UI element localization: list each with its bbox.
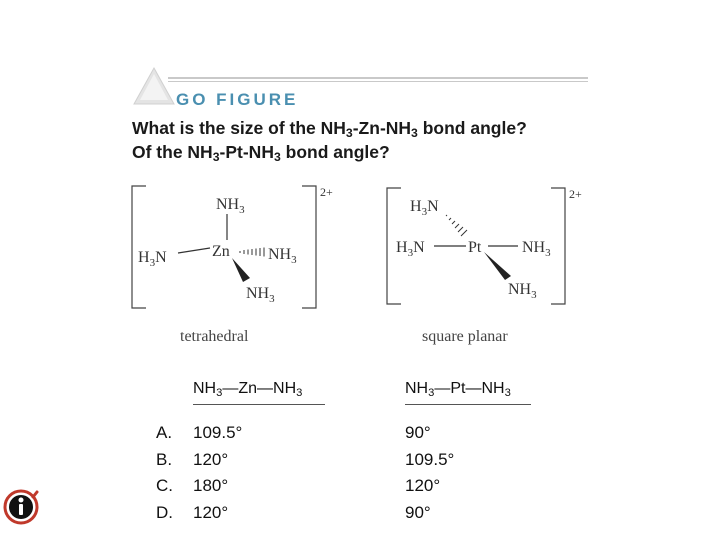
complex-structures — [128, 180, 598, 315]
answer-letter: B. — [156, 449, 173, 469]
zn-hashed-bond — [240, 248, 264, 257]
zn-ligand-top: $NH_3$ — [216, 196, 245, 216]
pt-angle: 120° — [405, 476, 441, 495]
pt-ligand-bottom: $NH_3$ — [508, 281, 537, 301]
answer-row-b[interactable] — [156, 447, 454, 474]
zn-ligand-bottom: $NH_3$ — [246, 285, 275, 305]
zn-charge: 2+ — [320, 185, 333, 199]
zn-wedge-bond — [232, 258, 250, 282]
header-rule — [168, 81, 588, 82]
answer-row-c[interactable] — [156, 473, 454, 500]
question-line-2: Of the $NH_3-Pt-NH_3$ bond angle? — [132, 142, 390, 165]
column-header-pt: $NH_3—Pt—NH_3$ — [405, 380, 531, 405]
answer-row-d[interactable] — [156, 500, 454, 527]
pt-hashed-bond — [446, 215, 467, 236]
pt-wedge-bond — [484, 252, 511, 280]
go-figure-label: GO FIGURE — [176, 90, 299, 109]
answer-choices — [156, 420, 454, 526]
header-rule — [168, 77, 588, 79]
pt-angle: 90° — [405, 423, 431, 442]
pt-ligand-top: $H_3N$ — [410, 198, 439, 218]
zn-angle: 109.5° — [193, 423, 243, 442]
pt-angle: 109.5° — [405, 449, 455, 469]
zn-ligand-left: $H_3N$ — [138, 249, 167, 269]
geometry-label-tetrahedral: tetrahedral — [180, 328, 249, 345]
pt-right-bracket — [551, 188, 565, 304]
pt-ligand-left: $H_3N$ — [396, 239, 425, 259]
pt-angle: 90° — [405, 502, 431, 522]
answer-letter: A. — [156, 423, 173, 442]
zn-ligand-right: $NH_3$ — [268, 246, 297, 266]
pt-ligand-right: $NH_3$ — [522, 239, 551, 259]
zn-metal: Zn — [212, 243, 230, 260]
info-logo-icon — [3, 489, 39, 525]
question-text — [132, 116, 527, 164]
zn-angle: 120° — [193, 502, 229, 522]
zn-left-bracket — [132, 186, 146, 308]
geometry-label-square-planar: square planar — [422, 328, 508, 345]
zn-angle: 180° — [193, 476, 229, 495]
zn-bond-left — [178, 248, 210, 253]
column-header-zn: $NH_3—Zn—NH_3$ — [193, 380, 325, 405]
zn-angle: 120° — [193, 449, 229, 469]
go-figure-triangle-icon — [132, 66, 176, 106]
answer-row-a[interactable] — [156, 420, 454, 447]
zn-right-bracket — [302, 186, 316, 308]
answer-letter: D. — [156, 502, 173, 522]
question-line-1: What is the size of the $NH_3-Zn-NH_3$ bond angle? — [132, 118, 527, 141]
pt-charge: 2+ — [569, 187, 582, 201]
answer-letter: C. — [156, 476, 173, 495]
pt-metal: Pt — [468, 239, 482, 256]
